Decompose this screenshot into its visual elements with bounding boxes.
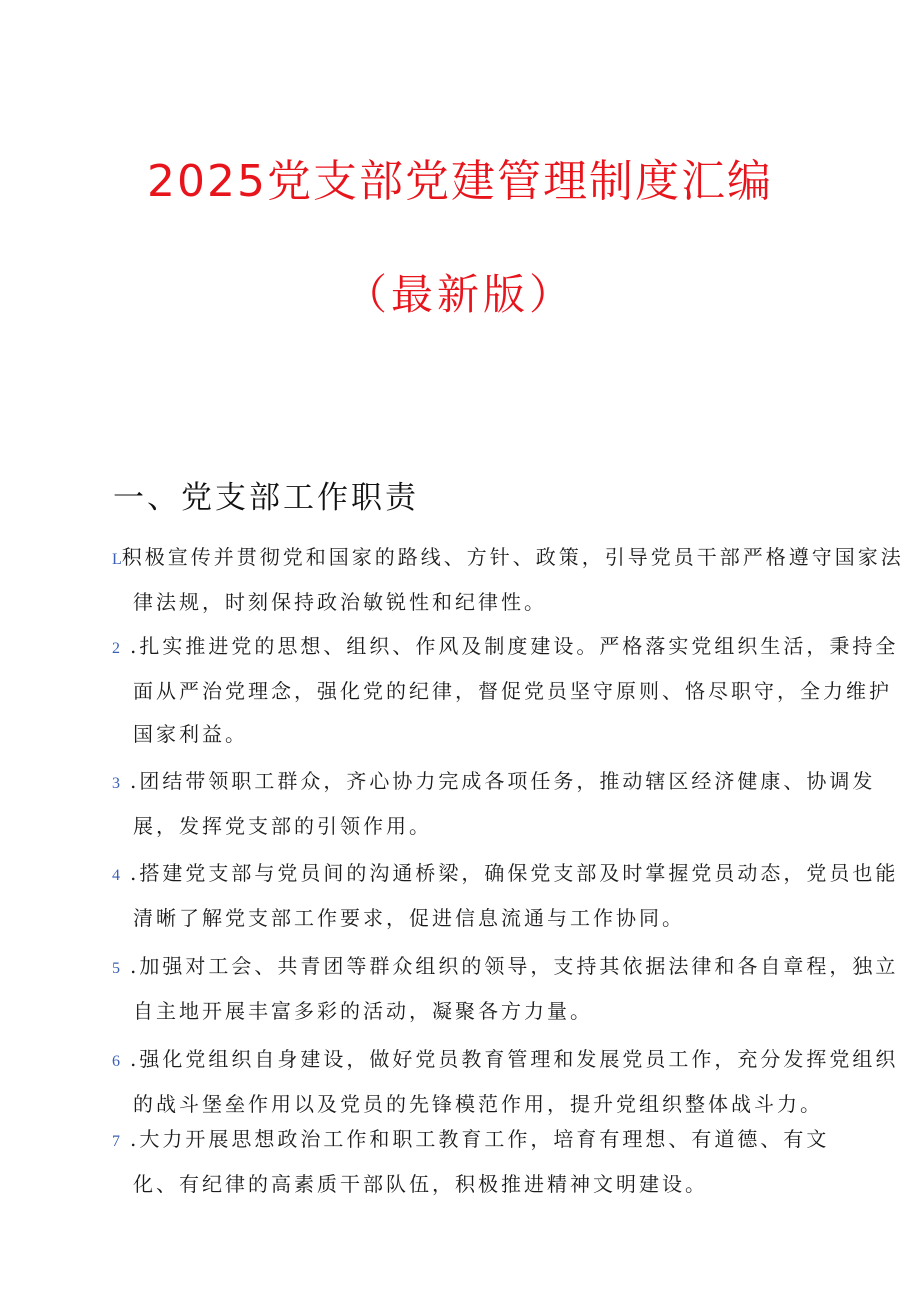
item-continuation-line: 展，发挥党支部的引领作用。 — [133, 814, 432, 838]
item-first-line — [112, 1118, 829, 1163]
list-item — [112, 625, 898, 756]
item-continuation-line: 国家利益。 — [133, 722, 248, 746]
item-number: 2 — [112, 640, 120, 657]
list-item — [112, 536, 904, 624]
item-first-line — [112, 760, 875, 805]
item-continuation-line: 自主地开展丰富多彩的活动，凝聚各方力量。 — [133, 999, 593, 1023]
list-item — [112, 1118, 829, 1206]
document-title: 2025党支部党建管理制度汇编 — [147, 156, 773, 207]
item-text: .搭建党支部与党员间的沟通桥梁，确保党支部及时掌握党员动态，党员也能 — [130, 861, 899, 885]
item-first-line — [112, 536, 904, 581]
item-number: 5 — [112, 960, 120, 977]
item-continuation-line: 清晰了解党支部工作要求，促进信息流通与工作协同。 — [133, 906, 685, 930]
list-item — [112, 852, 898, 940]
document-subtitle: （最新版） — [344, 270, 575, 319]
item-text: .加强对工会、共青团等群众组织的领导，支持其依据法律和各自章程，独立 — [130, 954, 899, 978]
item-continuation-line: 化、有纪律的高素质干部队伍，积极推进精神文明建设。 — [133, 1172, 708, 1196]
item-continuation-line: 律法规，时刻保持政治敏锐性和纪律性。 — [133, 590, 547, 614]
item-first-line — [112, 625, 898, 670]
list-item — [112, 760, 875, 848]
item-number: 4 — [112, 867, 120, 884]
item-continuation-line: 的战斗堡垒作用以及党员的先锋模范作用，提升党组织整体战斗力。 — [133, 1092, 823, 1116]
item-text: .扎实推进党的思想、组织、作风及制度建设。严格落实党组织生活，秉持全 — [130, 634, 899, 658]
item-number: 6 — [112, 1053, 120, 1070]
item-text: 积极宣传并贯彻党和国家的路线、方针、政策，引导党员干部严格遵守国家法 — [121, 545, 904, 569]
item-text: .团结带领职工群众，齐心协力完成各项任务，推动辖区经济健康、协调发 — [130, 769, 876, 793]
item-first-line — [112, 1038, 898, 1083]
list-item — [112, 945, 898, 1033]
item-number: L — [112, 551, 122, 568]
item-continuation-line: 面从严治党理念，强化党的纪律，督促党员坚守原则、恪尽职守，全力维护 — [133, 679, 892, 703]
item-number: 7 — [112, 1133, 120, 1150]
section-heading: 一、党支部工作职责 — [113, 480, 419, 516]
item-first-line — [112, 945, 898, 990]
list-item — [112, 1038, 898, 1126]
item-text: .强化党组织自身建设，做好党员教育管理和发展党员工作，充分发挥党组织 — [130, 1047, 899, 1071]
item-first-line — [112, 852, 898, 897]
item-number: 3 — [112, 775, 120, 792]
item-text: .大力开展思想政治工作和职工教育工作，培育有理想、有道德、有文 — [130, 1127, 830, 1151]
